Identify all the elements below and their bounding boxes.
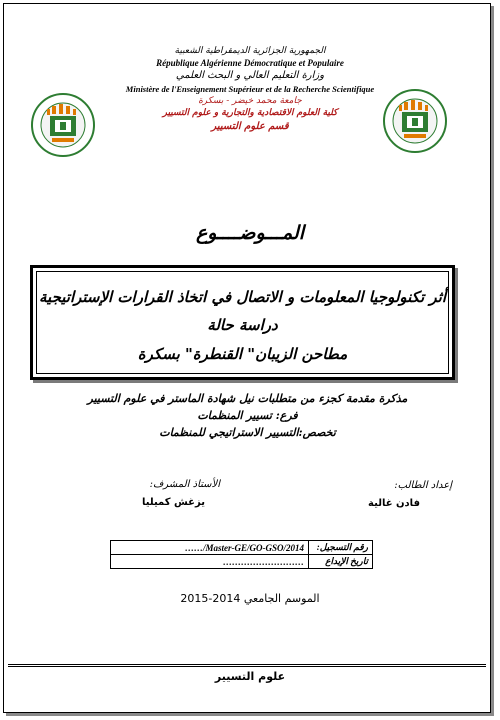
subject-heading: المـــوضــــوع (195, 222, 305, 244)
registration-number-value: ……/Master-GE/GO-GSO/2014 (111, 541, 309, 555)
footer-divider (8, 666, 486, 667)
header-faculty: كلية العلوم الاقتصادية والتجارية و علوم التسيير (162, 108, 338, 118)
title-box (30, 265, 455, 380)
supervisor-label: الأستاذ المشرف: (149, 479, 220, 490)
table-row (111, 541, 373, 555)
university-logo-left (30, 92, 96, 158)
header-department: قسم علوم التسيير (211, 121, 289, 132)
header-ministry-arabic: وزارة التعليم العالي و البحث العلمي (175, 70, 325, 81)
deposit-date-value: ……………………… (111, 555, 309, 569)
header-ministry-french: Ministère de l'Enseignement Supérieur et de la Recherche Scientifique (125, 84, 375, 94)
university-logo-left-icon (30, 92, 96, 158)
thesis-branch: فرع: تسيير المنظمات (197, 409, 298, 422)
student-name: فادن غالية (368, 498, 420, 509)
case-study-label: دراسة حالة (207, 316, 278, 334)
registration-table (110, 540, 373, 569)
supervisor-name: يزغش كميليا (142, 497, 205, 508)
thesis-purpose: مذكرة مقدمة كجزء من متطلبات نيل شهادة الماستر في علوم التسيير (87, 392, 408, 405)
case-study-company: مطاحن الزيبان" القنطرة" بسكرة (137, 345, 348, 363)
academic-year: الموسم الجامعي 2014-2015 (180, 592, 320, 605)
student-label: إعداد الطالب: (394, 480, 452, 491)
header-university: جامعة محمد خيضر - بسكرة (198, 96, 302, 106)
header-republic-arabic: الجمهورية الجزائرية الديمقراطية الشعبية (174, 46, 326, 56)
footer-divider (8, 664, 486, 665)
footer-label: علوم التسيير (214, 670, 286, 683)
thesis-specialty: تخصص:التسيير الاستراتيجي للمنظمات (159, 426, 336, 439)
header-republic-french: République Algérienne Démocratique et Populaire (156, 58, 344, 68)
table-row (111, 555, 373, 569)
deposit-date-label: تاريخ الإيداع (309, 555, 373, 569)
thesis-title: أثر تكنولوجيا المعلومات و الاتصال في اتخاذ القرارات الإستراتيجية (39, 288, 446, 306)
registration-number-label: رقم التسجيل: (309, 541, 373, 555)
